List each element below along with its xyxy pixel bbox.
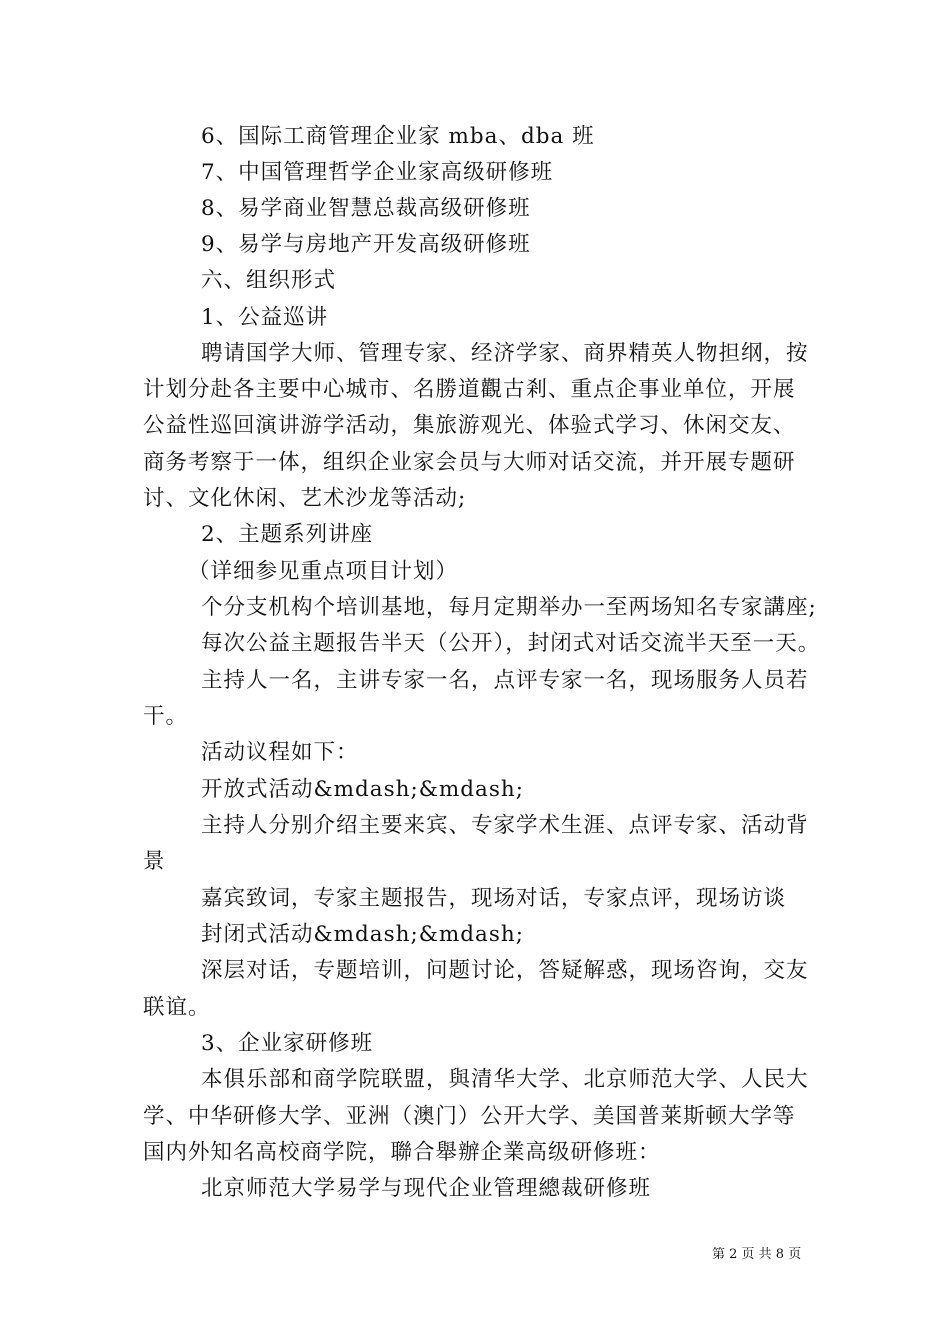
subsection-heading: 2、主题系列讲座 <box>201 522 374 547</box>
text-line: 7、中国管理哲学企业家高级研修班 <box>201 160 554 185</box>
text-line: 商务考察于一体，组织企业家会员与大师对话交流，并开展专题研 <box>143 450 796 475</box>
text-line: 北京师范大学易学与现代企业管理總裁研修班 <box>201 1176 652 1201</box>
text-line: 干。 <box>143 704 189 729</box>
text-line: 嘉宾致词，专家主题报告，现场对话，专家点评，现场访谈 <box>201 886 787 911</box>
text-line: 深层对话，专题培训，问题讨论，答疑解惑，现场咨询，交友 <box>201 958 809 983</box>
text-line: 主持人一名，主讲专家一名，点评专家一名，现场服务人员若 <box>201 668 809 693</box>
text-line: 讨、文化休闲、艺术沙龙等活动; <box>143 486 467 511</box>
text-line: 公益性巡回演讲游学活动，集旅游观光、体验式学习、休闲交友、 <box>143 413 796 438</box>
text-line: 计划分赴各主要中心城市、名勝道觀古剎、重点企事业单位，开展 <box>143 377 796 402</box>
page-number: 第 2 页 共 8 页 <box>712 1247 802 1262</box>
text-line: 学、中华研修大学、亚洲（澳门）公开大学、美国普莱斯顿大学等 <box>143 1104 796 1129</box>
text-line: 9、易学与房地产开发高级研修班 <box>201 232 531 257</box>
text-line: 封闭式活动&mdash;&mdash; <box>201 922 524 947</box>
text-line: 主持人分别介绍主要来宾、专家学术生涯、点评专家、活动背 <box>201 813 809 838</box>
text-line: 本俱乐部和商学院联盟，與清华大学、北京师范大学、人民大 <box>201 1067 809 1092</box>
text-line: 8、易学商业智慧总裁高级研修班 <box>201 196 531 221</box>
text-line: 联谊。 <box>143 995 211 1020</box>
text-line: 个分支机构个培训基地，每月定期举办一至两场知名专家講座; <box>201 595 817 620</box>
text-line: 开放式活动&mdash;&mdash; <box>201 777 524 802</box>
text-line: 国内外知名高校商学院，聯合舉辦企業高级研修班： <box>143 1140 661 1165</box>
subsection-heading: 1、公益巡讲 <box>201 305 329 330</box>
text-line: （详细参见重点项目计划） <box>188 559 459 584</box>
text-line: 6、国际工商管理企业家 mba、dba 班 <box>201 124 595 149</box>
text-line: 每次公益主题报告半天（公开），封闭式对话交流半天至一天。 <box>201 631 821 656</box>
text-line: 聘请国学大师、管理专家、经济学家、商界精英人物担纲，按 <box>201 341 809 366</box>
text-line: 活动议程如下： <box>201 740 359 765</box>
subsection-heading: 3、企业家研修班 <box>201 1031 374 1056</box>
section-heading: 六、组织形式 <box>201 268 337 293</box>
text-line: 景 <box>143 849 166 874</box>
